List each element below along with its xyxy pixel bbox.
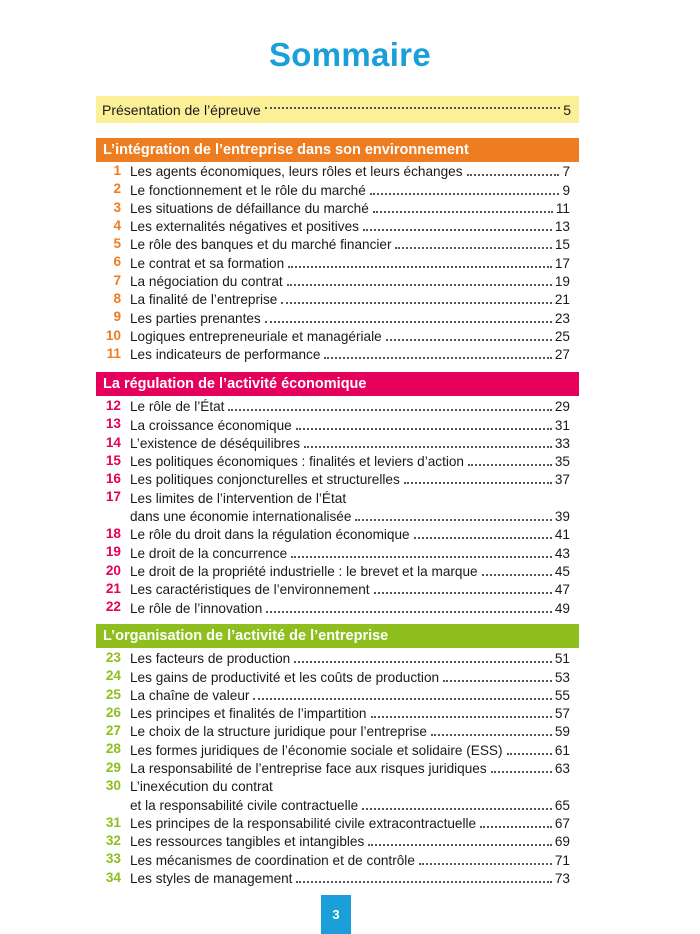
leader-dots xyxy=(395,247,551,249)
entry-title: Les agents économiques, leurs rôles et leurs échanges xyxy=(130,164,463,180)
entry-page-number: 55 xyxy=(554,687,570,703)
leader-dots xyxy=(288,266,552,268)
entry-number: 12 xyxy=(105,398,121,413)
entry-page-number: 31 xyxy=(554,417,570,433)
toc-entry[interactable] xyxy=(96,777,579,814)
entry-title: Les principes et finalités de l’impartition xyxy=(130,706,367,722)
entry-title: Le rôle de l’État xyxy=(130,399,225,415)
section-header-1: L’intégration de l’entreprise dans son environnement xyxy=(96,138,579,162)
toc-entry[interactable] xyxy=(96,253,579,271)
entry-number: 28 xyxy=(105,741,121,757)
toc-entry[interactable] xyxy=(96,649,579,667)
entry-number: 17 xyxy=(105,489,121,505)
entry-number: 30 xyxy=(105,778,121,794)
entry-number: 7 xyxy=(113,272,121,288)
intro-page-number: 5 xyxy=(563,101,571,118)
entry-page-number: 11 xyxy=(555,200,570,216)
entry-page-number: 15 xyxy=(554,237,570,253)
entry-number: 29 xyxy=(105,759,121,775)
toc-entry[interactable] xyxy=(96,832,579,850)
toc-entry[interactable] xyxy=(96,667,579,685)
entry-number: 5 xyxy=(113,236,121,252)
entry-number: 34 xyxy=(105,869,121,885)
leader-dots xyxy=(507,753,552,755)
entry-title: La finalité de l’entreprise xyxy=(130,292,278,308)
entry-page-number: 29 xyxy=(554,399,570,415)
toc-entry[interactable] xyxy=(96,580,579,598)
entry-page-number: 51 xyxy=(554,651,570,667)
entry-number: 18 xyxy=(105,526,121,542)
leader-dots xyxy=(370,193,560,195)
leader-dots xyxy=(355,519,551,521)
toc-entry[interactable] xyxy=(96,740,579,758)
toc-entry[interactable] xyxy=(96,327,579,345)
toc-entry[interactable] xyxy=(96,869,579,887)
section-header-2: La régulation de l’activité économique xyxy=(96,372,579,396)
entry-page-number: 27 xyxy=(554,347,570,363)
entry-page-number: 43 xyxy=(554,545,570,561)
entry-number: 2 xyxy=(113,181,121,197)
toc-entry[interactable] xyxy=(96,525,579,543)
leader-dots xyxy=(304,446,552,448)
entry-page-number: 71 xyxy=(554,852,570,868)
entry-title: Les formes juridiques de l’économie sociale et solidaire (ESS) xyxy=(130,742,503,758)
section-entries-2 xyxy=(96,397,579,617)
entry-page-number: 17 xyxy=(554,255,570,271)
leader-dots xyxy=(266,611,552,613)
leader-dots xyxy=(373,211,553,213)
entry-page-number: 41 xyxy=(554,527,570,543)
entry-number: 15 xyxy=(105,452,121,468)
leader-dots xyxy=(431,734,552,736)
toc-entry[interactable] xyxy=(96,562,579,580)
entry-number: 27 xyxy=(105,723,121,739)
entry-page-number: 37 xyxy=(554,472,570,488)
entry-number: 8 xyxy=(113,291,121,307)
toc-entry[interactable] xyxy=(96,470,579,488)
entry-title: L’existence de déséquilibres xyxy=(130,435,301,451)
section-entries-1 xyxy=(96,162,579,363)
intro-label: Présentation de l’épreuve xyxy=(102,101,261,118)
entry-number: 24 xyxy=(105,668,121,684)
leader-dots xyxy=(291,556,552,558)
entry-page-number: 21 xyxy=(554,292,570,308)
entry-title: La négociation du contrat xyxy=(130,274,283,290)
leader-dots xyxy=(265,321,552,323)
entry-number: 16 xyxy=(105,471,121,487)
leader-dots xyxy=(287,284,552,286)
toc-entry[interactable] xyxy=(96,415,579,433)
toc-entry[interactable] xyxy=(96,397,579,415)
entry-title: Le droit de la propriété industrielle : le brevet et la marque xyxy=(130,563,478,579)
entry-number: 31 xyxy=(105,814,121,830)
entry-number: 21 xyxy=(105,580,121,596)
toc-entry[interactable] xyxy=(96,814,579,832)
entry-title: L’inexécution du contrat xyxy=(130,779,273,795)
entry-page-number: 13 xyxy=(554,219,570,235)
entry-title: Les politiques économiques : finalités et leviers d’action xyxy=(130,454,464,470)
entry-title: Les styles de management xyxy=(130,870,293,886)
entry-page-number: 73 xyxy=(554,870,570,886)
entry-page-number: 63 xyxy=(554,761,570,777)
toc-entry[interactable] xyxy=(96,308,579,326)
section-header-3: L’organisation de l’activité de l’entreprise xyxy=(96,624,579,648)
toc-entry[interactable] xyxy=(96,235,579,253)
leader-dots xyxy=(296,428,552,430)
toc-entry[interactable] xyxy=(96,686,579,704)
entry-title: Le rôle du droit dans la régulation économique xyxy=(130,527,410,543)
entry-number: 4 xyxy=(113,217,121,233)
toc-entry[interactable] xyxy=(96,543,579,561)
toc-entry[interactable] xyxy=(96,759,579,777)
entry-page-number: 59 xyxy=(554,724,570,740)
leader-dots xyxy=(419,863,552,865)
entry-page-number: 23 xyxy=(554,310,570,326)
intro-entry[interactable] xyxy=(96,96,579,123)
entry-title: Les externalités négatives et positives xyxy=(130,219,359,235)
page-title: Sommaire xyxy=(269,36,431,73)
leader-dots xyxy=(386,339,552,341)
entry-title: La responsabilité de l’entreprise face aux risques juridiques xyxy=(130,761,487,777)
entry-title: Le rôle de l’innovation xyxy=(130,600,263,616)
toc-entry[interactable] xyxy=(96,722,579,740)
entry-number: 25 xyxy=(105,686,121,702)
leader-dots xyxy=(414,537,552,539)
entry-number: 9 xyxy=(113,309,121,325)
entry-title: Les politiques conjoncturelles et structurelles xyxy=(130,472,400,488)
leader-dots xyxy=(491,771,552,773)
leader-dots xyxy=(482,574,552,576)
leader-dots xyxy=(363,229,552,231)
entry-page-number: 7 xyxy=(562,164,570,180)
toc-entry[interactable] xyxy=(96,199,579,217)
toc-entry[interactable] xyxy=(96,488,579,525)
entry-title: Le fonctionnement et le rôle du marché xyxy=(130,182,366,198)
toc-entry[interactable] xyxy=(96,598,579,616)
entry-page-number: 65 xyxy=(554,797,570,813)
toc-entry[interactable] xyxy=(96,180,579,198)
entry-number: 32 xyxy=(105,832,121,848)
entry-title: Les mécanismes de coordination et de contrôle xyxy=(130,852,415,868)
leader-dots xyxy=(368,844,552,846)
entry-title: Le choix de la structure juridique pour l’entreprise xyxy=(130,724,427,740)
entry-title: La chaîne de valeur xyxy=(130,687,250,703)
toc-entry[interactable] xyxy=(96,272,579,290)
leader-dots xyxy=(253,698,551,700)
entry-title: Les caractéristiques de l’environnement xyxy=(130,582,370,598)
entry-title: Les principes de la responsabilité civile extracontractuelle xyxy=(130,815,477,831)
entry-number: 20 xyxy=(105,562,121,578)
leader-dots xyxy=(467,174,560,176)
toc-entry[interactable] xyxy=(96,434,579,452)
entry-title: Le droit de la concurrence xyxy=(130,545,288,561)
entry-number: 11 xyxy=(106,345,121,361)
entry-page-number: 33 xyxy=(554,435,570,451)
toc-entry[interactable] xyxy=(96,290,579,308)
entry-title: Les ressources tangibles et intangibles xyxy=(130,834,365,850)
entry-number: 1 xyxy=(113,163,121,178)
entry-title: Les indicateurs de performance xyxy=(130,347,321,363)
entry-title: Le contrat et sa formation xyxy=(130,255,285,271)
toc-entry[interactable] xyxy=(96,162,579,180)
entry-title: Les limites de l’intervention de l’État xyxy=(130,490,347,506)
entry-number: 13 xyxy=(105,416,121,432)
toc-entry[interactable] xyxy=(96,704,579,722)
leader-dots xyxy=(371,716,552,718)
entry-number: 33 xyxy=(105,851,121,867)
entry-page-number: 57 xyxy=(554,706,570,722)
entry-page-number: 9 xyxy=(562,182,570,198)
entry-number: 23 xyxy=(105,650,121,665)
entry-page-number: 47 xyxy=(554,582,570,598)
leader-dots xyxy=(362,808,552,810)
entry-page-number: 45 xyxy=(554,563,570,579)
leader-dots xyxy=(265,107,560,109)
entry-number: 10 xyxy=(105,327,121,343)
entry-title: Les situations de défaillance du marché xyxy=(130,200,369,216)
entry-number: 6 xyxy=(113,254,121,270)
entry-page-number: 61 xyxy=(554,742,570,758)
entry-title: Les gains de productivité et les coûts de production xyxy=(130,669,440,685)
page-number: 3 xyxy=(321,895,351,934)
leader-dots xyxy=(468,464,552,466)
entry-title: Le rôle des banques et du marché financier xyxy=(130,237,392,253)
entry-number: 19 xyxy=(105,544,121,560)
entry-number: 26 xyxy=(105,704,121,720)
leader-dots xyxy=(296,881,551,883)
leader-dots xyxy=(374,592,552,594)
leader-dots xyxy=(281,302,552,304)
leader-dots xyxy=(480,826,552,828)
leader-dots xyxy=(404,482,552,484)
leader-dots xyxy=(228,409,551,411)
entry-title: Logiques entrepreneuriale et managériale xyxy=(130,328,382,344)
entry-page-number: 25 xyxy=(554,328,570,344)
entry-page-number: 19 xyxy=(554,274,570,290)
entry-number: 14 xyxy=(105,434,121,450)
toc-entry[interactable] xyxy=(96,850,579,868)
entry-number: 3 xyxy=(113,199,121,215)
toc-entry[interactable] xyxy=(96,452,579,470)
entry-page-number: 49 xyxy=(554,600,570,616)
entry-title: La croissance économique xyxy=(130,417,292,433)
entry-page-number: 69 xyxy=(554,834,570,850)
entry-title: dans une économie internationalisée xyxy=(130,509,352,525)
leader-dots xyxy=(294,661,552,663)
entry-page-number: 53 xyxy=(554,669,570,685)
toc-entry[interactable] xyxy=(96,345,579,363)
entry-title: et la responsabilité civile contractuelle xyxy=(130,797,359,813)
leader-dots xyxy=(443,680,552,682)
entry-page-number: 39 xyxy=(554,509,570,525)
section-entries-3 xyxy=(96,649,579,887)
leader-dots xyxy=(324,357,551,359)
entry-title: Les facteurs de production xyxy=(130,651,291,667)
entry-page-number: 35 xyxy=(554,454,570,470)
entry-title: Les parties prenantes xyxy=(130,310,261,326)
entry-page-number: 67 xyxy=(554,815,570,831)
toc-entry[interactable] xyxy=(96,217,579,235)
entry-number: 22 xyxy=(105,599,121,615)
